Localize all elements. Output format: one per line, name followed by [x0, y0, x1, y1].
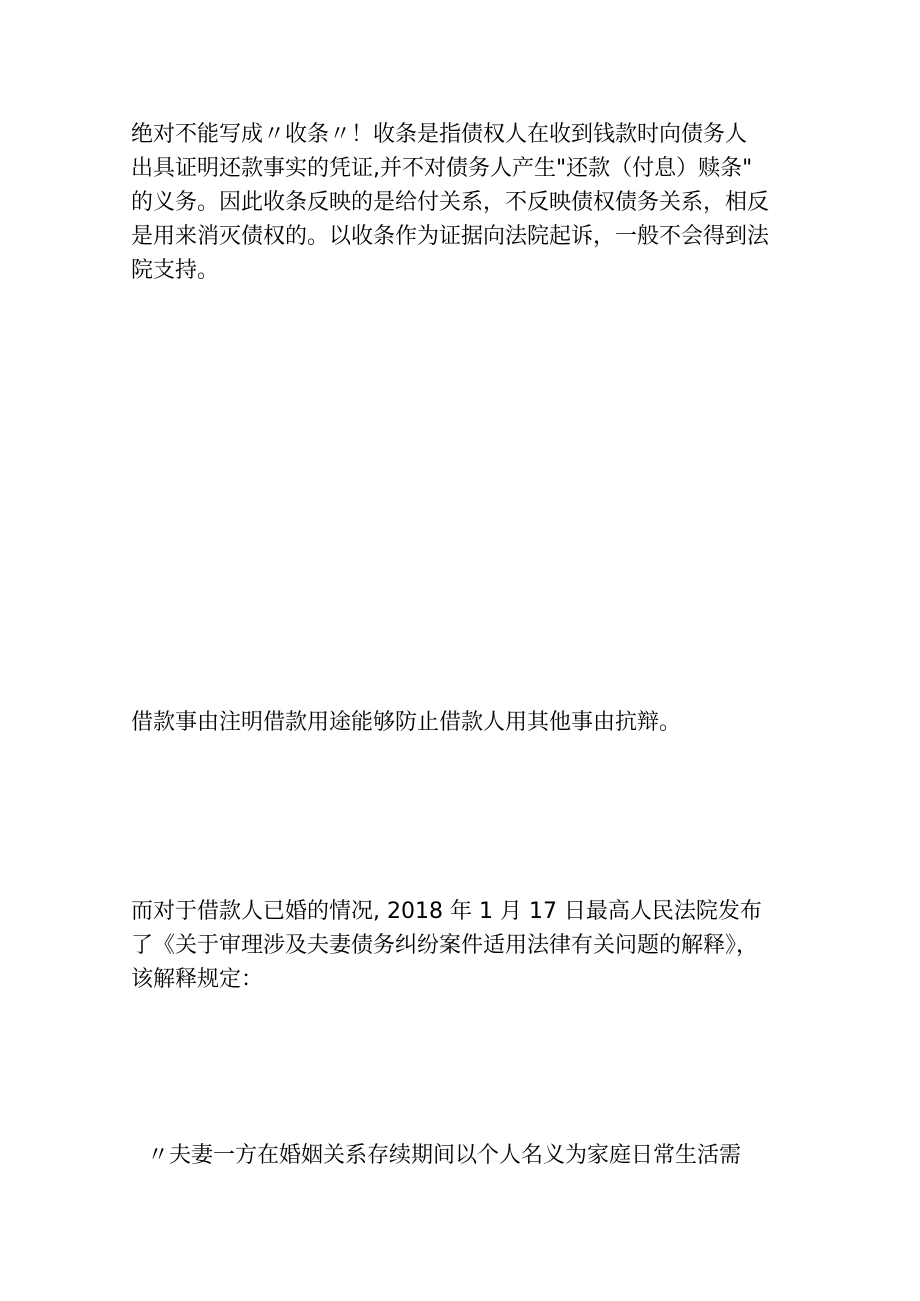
paragraph-receipt-warning: [131, 118, 769, 288]
text-line: 借款事由注明借款用途能够防止借款人用其他事由抗辩。: [131, 710, 682, 735]
text-line: 该解释规定：: [131, 967, 264, 992]
text-line: 的义务。因此收条反映的是给付关系，不反映债权债务关系，相反: [131, 190, 770, 215]
text-line: 绝对不能写成〃收条〃！收条是指债权人在收到钱款时向债务人: [131, 122, 748, 147]
text-line: 院支持。: [131, 258, 220, 283]
paragraph-married-borrower: [131, 895, 762, 997]
text-line: 出具证明还款事实的凭证,并不对债务人产生"还款（付息）赎条": [131, 156, 753, 181]
text-line: 而对于借款人已婚的情况, 2018 年 1 月 17 日最高人民法院发布: [131, 899, 762, 924]
paragraph-loan-purpose: [131, 706, 681, 740]
paragraph-interpretation-quote: [147, 1139, 741, 1173]
text-line: 了《关于审理涉及夫妻债务纠纷案件适用法律有关问题的解释》，: [131, 933, 759, 958]
text-line: 〃夫妻一方在婚姻关系存续期间以个人名义为家庭日常生活需: [147, 1143, 742, 1168]
text-line: 是用来消灭债权的。以收条作为证据向法院起诉，一般不会得到法: [131, 224, 770, 249]
